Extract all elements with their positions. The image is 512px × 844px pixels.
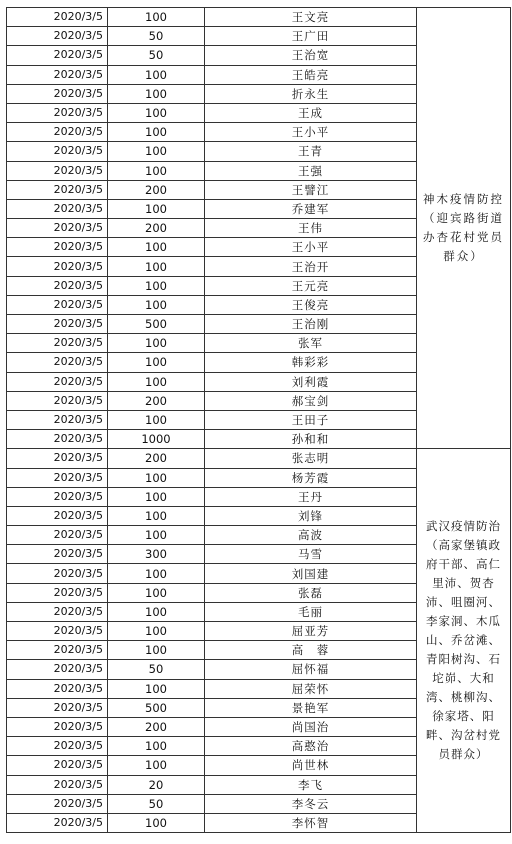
- date-cell: 2020/3/5: [7, 430, 108, 449]
- date-cell: 2020/3/5: [7, 526, 108, 545]
- name-cell: 李怀智: [205, 813, 417, 832]
- name-cell: 张军: [205, 334, 417, 353]
- date-cell: 2020/3/5: [7, 410, 108, 429]
- name-cell: 屈怀福: [205, 660, 417, 679]
- amount-cell: 100: [108, 487, 205, 506]
- date-cell: 2020/3/5: [7, 506, 108, 525]
- amount-cell: 500: [108, 698, 205, 717]
- amount-cell: 100: [108, 238, 205, 257]
- amount-cell: 200: [108, 219, 205, 238]
- name-cell: 景艳军: [205, 698, 417, 717]
- amount-cell: 200: [108, 717, 205, 736]
- amount-cell: 50: [108, 46, 205, 65]
- name-cell: 刘国建: [205, 564, 417, 583]
- name-cell: 尚世林: [205, 756, 417, 775]
- name-cell: 郝宝剑: [205, 391, 417, 410]
- amount-cell: 100: [108, 84, 205, 103]
- amount-cell: 200: [108, 180, 205, 199]
- amount-cell: 50: [108, 27, 205, 46]
- date-cell: 2020/3/5: [7, 641, 108, 660]
- name-cell: 孙和和: [205, 430, 417, 449]
- amount-cell: 200: [108, 449, 205, 468]
- amount-cell: 300: [108, 545, 205, 564]
- date-cell: 2020/3/5: [7, 660, 108, 679]
- name-cell: 王青: [205, 142, 417, 161]
- amount-cell: 100: [108, 103, 205, 122]
- table-row: [7, 8, 511, 27]
- date-cell: 2020/3/5: [7, 199, 108, 218]
- amount-cell: 100: [108, 257, 205, 276]
- name-cell: 高憨治: [205, 737, 417, 756]
- name-cell: 王治开: [205, 257, 417, 276]
- date-cell: 2020/3/5: [7, 123, 108, 142]
- date-cell: 2020/3/5: [7, 813, 108, 832]
- date-cell: 2020/3/5: [7, 391, 108, 410]
- name-cell: 王文亮: [205, 8, 417, 27]
- date-cell: 2020/3/5: [7, 161, 108, 180]
- date-cell: 2020/3/5: [7, 180, 108, 199]
- date-cell: 2020/3/5: [7, 372, 108, 391]
- amount-cell: 100: [108, 199, 205, 218]
- name-cell: 乔建军: [205, 199, 417, 218]
- amount-cell: 100: [108, 813, 205, 832]
- date-cell: 2020/3/5: [7, 794, 108, 813]
- amount-cell: 20: [108, 775, 205, 794]
- date-cell: 2020/3/5: [7, 257, 108, 276]
- amount-cell: 100: [108, 506, 205, 525]
- amount-cell: 100: [108, 8, 205, 27]
- date-cell: 2020/3/5: [7, 238, 108, 257]
- date-cell: 2020/3/5: [7, 46, 108, 65]
- name-cell: 王强: [205, 161, 417, 180]
- date-cell: 2020/3/5: [7, 602, 108, 621]
- group-note-cell: 武汉疫情防治（高家堡镇政府干部、高仁里沛、贺杏沛、咀圈河、李家洞、木瓜山、乔岔滩、青阳树沟、石坨峁、大和湾、桃柳沟、徐家塔、阳畔、沟岔村党员群众）: [417, 449, 511, 833]
- amount-cell: 50: [108, 794, 205, 813]
- donation-sheet: [6, 7, 506, 833]
- amount-cell: 1000: [108, 430, 205, 449]
- name-cell: 张志明: [205, 449, 417, 468]
- name-cell: 刘利霞: [205, 372, 417, 391]
- group-note-cell: 神木疫情防控（迎宾路街道办杏花村党员群众）: [417, 8, 511, 449]
- amount-cell: 100: [108, 468, 205, 487]
- amount-cell: 100: [108, 65, 205, 84]
- amount-cell: 100: [108, 526, 205, 545]
- name-cell: 王成: [205, 103, 417, 122]
- donation-table: [6, 7, 511, 833]
- name-cell: 王俊亮: [205, 295, 417, 314]
- name-cell: 王伟: [205, 219, 417, 238]
- date-cell: 2020/3/5: [7, 276, 108, 295]
- amount-cell: 100: [108, 737, 205, 756]
- date-cell: 2020/3/5: [7, 775, 108, 794]
- date-cell: 2020/3/5: [7, 295, 108, 314]
- amount-cell: 100: [108, 276, 205, 295]
- name-cell: 王田子: [205, 410, 417, 429]
- amount-cell: 500: [108, 315, 205, 334]
- amount-cell: 100: [108, 679, 205, 698]
- name-cell: 韩彩彩: [205, 353, 417, 372]
- date-cell: 2020/3/5: [7, 353, 108, 372]
- name-cell: 王小平: [205, 123, 417, 142]
- amount-cell: 100: [108, 410, 205, 429]
- amount-cell: 100: [108, 372, 205, 391]
- name-cell: 王广田: [205, 27, 417, 46]
- name-cell: 王治宽: [205, 46, 417, 65]
- amount-cell: 50: [108, 660, 205, 679]
- name-cell: 屈亚芳: [205, 622, 417, 641]
- date-cell: 2020/3/5: [7, 679, 108, 698]
- amount-cell: 100: [108, 756, 205, 775]
- date-cell: 2020/3/5: [7, 737, 108, 756]
- name-cell: 王皓亮: [205, 65, 417, 84]
- amount-cell: 100: [108, 295, 205, 314]
- donation-table-body: [7, 8, 511, 833]
- date-cell: 2020/3/5: [7, 65, 108, 84]
- table-row: [7, 449, 511, 468]
- name-cell: 折永生: [205, 84, 417, 103]
- name-cell: 杨芳霞: [205, 468, 417, 487]
- date-cell: 2020/3/5: [7, 219, 108, 238]
- date-cell: 2020/3/5: [7, 449, 108, 468]
- amount-cell: 100: [108, 353, 205, 372]
- date-cell: 2020/3/5: [7, 468, 108, 487]
- date-cell: 2020/3/5: [7, 27, 108, 46]
- amount-cell: 100: [108, 564, 205, 583]
- amount-cell: 100: [108, 161, 205, 180]
- name-cell: 高波: [205, 526, 417, 545]
- amount-cell: 200: [108, 391, 205, 410]
- date-cell: 2020/3/5: [7, 583, 108, 602]
- date-cell: 2020/3/5: [7, 8, 108, 27]
- date-cell: 2020/3/5: [7, 334, 108, 353]
- name-cell: 王元亮: [205, 276, 417, 295]
- name-cell: 王丹: [205, 487, 417, 506]
- name-cell: 李飞: [205, 775, 417, 794]
- name-cell: 毛丽: [205, 602, 417, 621]
- date-cell: 2020/3/5: [7, 545, 108, 564]
- amount-cell: 100: [108, 123, 205, 142]
- amount-cell: 100: [108, 641, 205, 660]
- name-cell: 王譬江: [205, 180, 417, 199]
- name-cell: 张磊: [205, 583, 417, 602]
- date-cell: 2020/3/5: [7, 622, 108, 641]
- amount-cell: 100: [108, 583, 205, 602]
- name-cell: 王治刚: [205, 315, 417, 334]
- name-cell: 马雪: [205, 545, 417, 564]
- date-cell: 2020/3/5: [7, 103, 108, 122]
- amount-cell: 100: [108, 602, 205, 621]
- date-cell: 2020/3/5: [7, 487, 108, 506]
- name-cell: 王小平: [205, 238, 417, 257]
- date-cell: 2020/3/5: [7, 315, 108, 334]
- date-cell: 2020/3/5: [7, 698, 108, 717]
- amount-cell: 100: [108, 334, 205, 353]
- name-cell: 尚国治: [205, 717, 417, 736]
- date-cell: 2020/3/5: [7, 564, 108, 583]
- name-cell: 刘锋: [205, 506, 417, 525]
- date-cell: 2020/3/5: [7, 717, 108, 736]
- date-cell: 2020/3/5: [7, 756, 108, 775]
- name-cell: 屈荣怀: [205, 679, 417, 698]
- name-cell: 李冬云: [205, 794, 417, 813]
- date-cell: 2020/3/5: [7, 142, 108, 161]
- amount-cell: 100: [108, 142, 205, 161]
- name-cell: 高 蓉: [205, 641, 417, 660]
- amount-cell: 100: [108, 622, 205, 641]
- date-cell: 2020/3/5: [7, 84, 108, 103]
